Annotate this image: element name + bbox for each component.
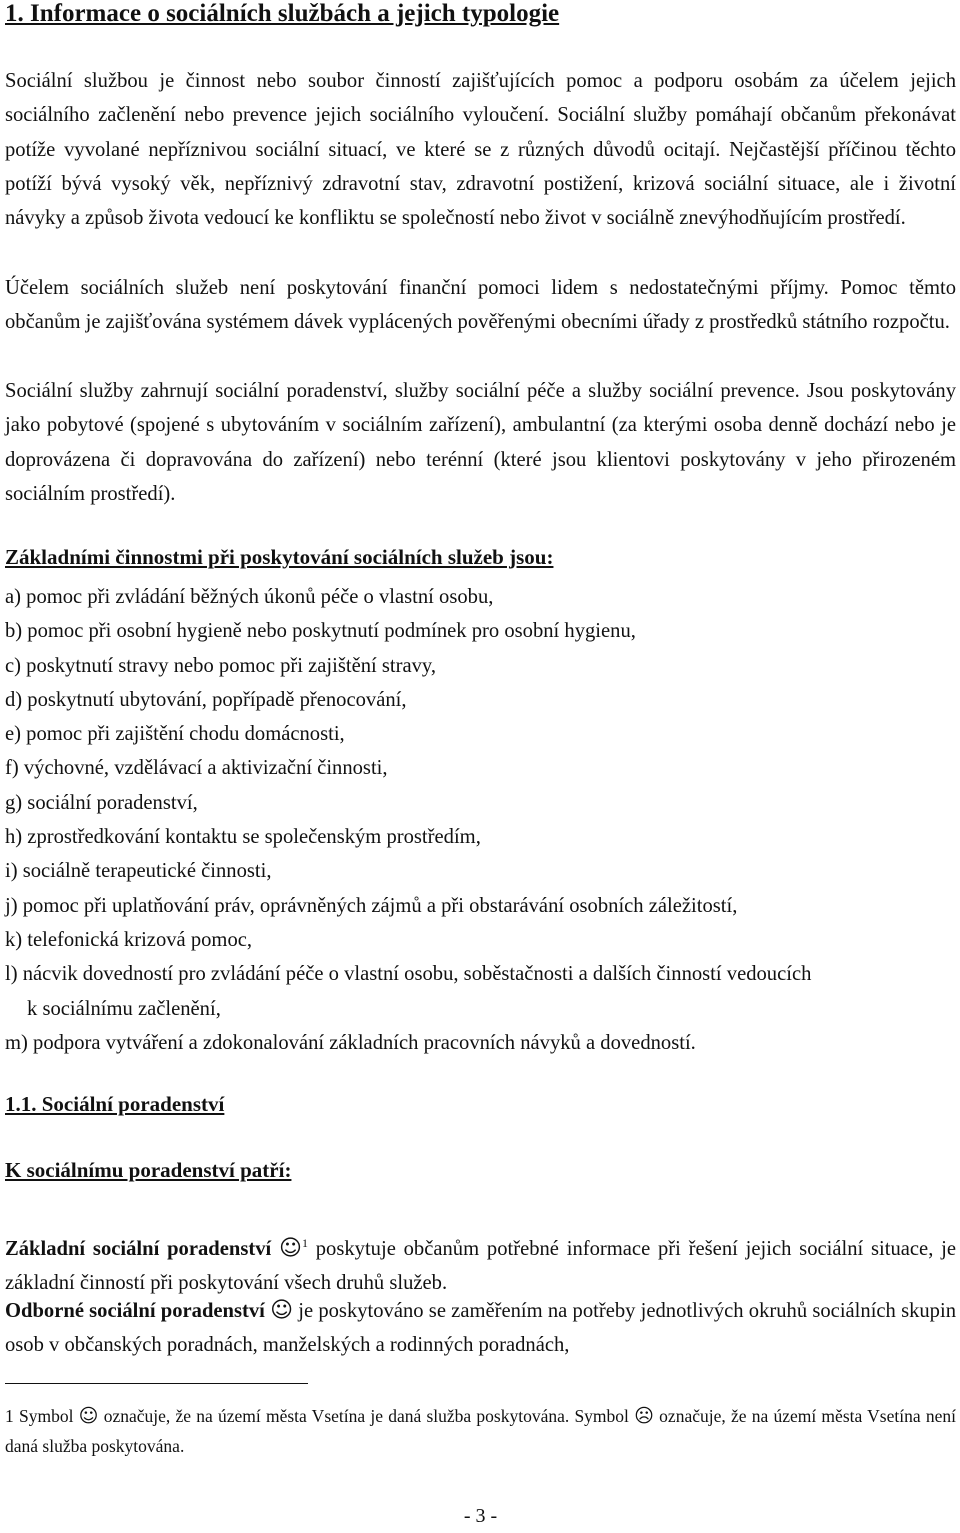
activities-list	[5, 580, 956, 1060]
smiley-icon: ☺	[279, 1235, 302, 1261]
list-item: i) sociálně terapeutické činnosti,	[5, 860, 272, 883]
expert-counseling-label: Odborné sociální poradenství	[5, 1300, 265, 1322]
footnote-divider	[5, 1383, 308, 1384]
intro-paragraph-3: Sociální služby zahrnují sociální poradenství, služby sociální péče a služby sociální prevence. Jsou poskytovány jako pobytové (spojené s ubytováním v sociálním zařízení), ambulantní (za kterými osoba denně dochází nebo je doprovázena či dopravována do zařízení) nebo terénní (které jsou klientovi poskytovány v jeho přirozeném sociálním prostředí).	[5, 380, 956, 505]
list-item: m) podpora vytváření a zdokonalování základních pracovních návyků a dovedností.	[5, 1031, 696, 1054]
expert-counseling-text: je poskytováno se zaměřením na potřeby jednotlivých okruhů sociálních skupin osob v občanských poradnách, manželských a rodinných poradnách,	[5, 1300, 956, 1357]
subheading-counseling-includes: K sociálnímu poradenství patří:	[5, 1158, 292, 1182]
intro-paragraph-1: Sociální službou je činnost nebo soubor činností zajišťujících pomoc a podporu osobám za účelem jejich sociálního začlenění nebo prevence jejich sociálního vyloučení. Sociální služby pomáhají občanům překonávat potíže vyvolané nepříznivou sociální situací, ve které se z různých důvodů ocitají. Nejčastější příčinou těchto potíží bývá vysoký věk, nepříznivý zdravotní stav, zdravotní postižení, krizová sociální situace, ale i životní návyky a způsob života vedoucí ke konfliktu se společností nebo život v sociálně znevýhodňujícím prostředí.	[5, 70, 956, 230]
smiley-icon: ☺	[270, 1298, 294, 1323]
list-item-l-line1: l) nácvik dovedností pro zvládání péče o vlastní osobu, soběstačnosti a dalších činností vedoucích	[5, 963, 812, 986]
page-title: 1. Informace o sociálních službách a jejich typologie	[5, 0, 560, 27]
list-item: a) pomoc při zvládání běžných úkonů péče o vlastní osobu,	[5, 586, 494, 608]
page-number: - 3 -	[463, 1505, 498, 1527]
footnote	[5, 1401, 956, 1461]
footnote-ref[interactable]: 1	[301, 1236, 308, 1250]
list-item: c) poskytnutí stravy nebo pomoc při zajištění stravy,	[5, 654, 437, 677]
footnote-text-3: označuje, že na území města Vsetína není daná služba poskytována.	[5, 1406, 956, 1456]
list-item-l-line2: k sociálnímu začlenění,	[27, 997, 221, 1020]
list-item: k) telefonická krizová pomoc,	[5, 928, 253, 951]
basic-counseling-paragraph	[5, 1226, 956, 1300]
basic-counseling-label: Základní sociální poradenství	[5, 1237, 272, 1260]
list-item: f) výchovné, vzdělávací a aktivizační činnosti,	[5, 757, 388, 780]
list-item: b) pomoc při osobní hygieně nebo poskytnutí podmínek pro osobní hygienu,	[5, 620, 636, 643]
list-item: j) pomoc při uplatňování práv, oprávněných zájmů a při obstarávání osobních záležitostí,	[5, 894, 738, 917]
frown-icon: ☹	[634, 1405, 654, 1427]
activities-heading: Základními činnostmi při poskytování sociálních služeb jsou:	[5, 545, 554, 569]
footnote-number: 1	[5, 1406, 14, 1426]
footnote-text-1: Symbol	[13, 1406, 79, 1426]
smiley-icon: ☺	[78, 1405, 99, 1427]
list-item: g) sociální poradenství,	[5, 791, 198, 814]
section-heading-social-counseling: 1.1. Sociální poradenství	[5, 1092, 225, 1116]
expert-counseling-paragraph	[5, 1294, 956, 1363]
list-item	[5, 957, 956, 1026]
list-item: h) zprostředkování kontaktu se společenským prostředím,	[5, 826, 481, 849]
list-item: d) poskytnutí ubytování, popřípadě přenocování,	[5, 688, 407, 711]
intro-paragraph-2: Účelem sociálních služeb není poskytování finanční pomoci lidem s nedostatečnými příjmy. Pomoc těmto občanům je zajišťována systémem dávek vyplácených pověřenými obecními úřady z prostředků státního rozpočtu.	[5, 277, 956, 334]
list-item: e) pomoc při zajištění chodu domácnosti,	[5, 723, 345, 746]
footnote-text-2: označuje, že na území města Vsetína je daná služba poskytována. Symbol	[98, 1406, 635, 1426]
basic-counseling-text: poskytuje občanům potřebné informace při řešení jejich sociální situace, je základní činností při poskytování všech druhů služeb.	[5, 1237, 956, 1295]
